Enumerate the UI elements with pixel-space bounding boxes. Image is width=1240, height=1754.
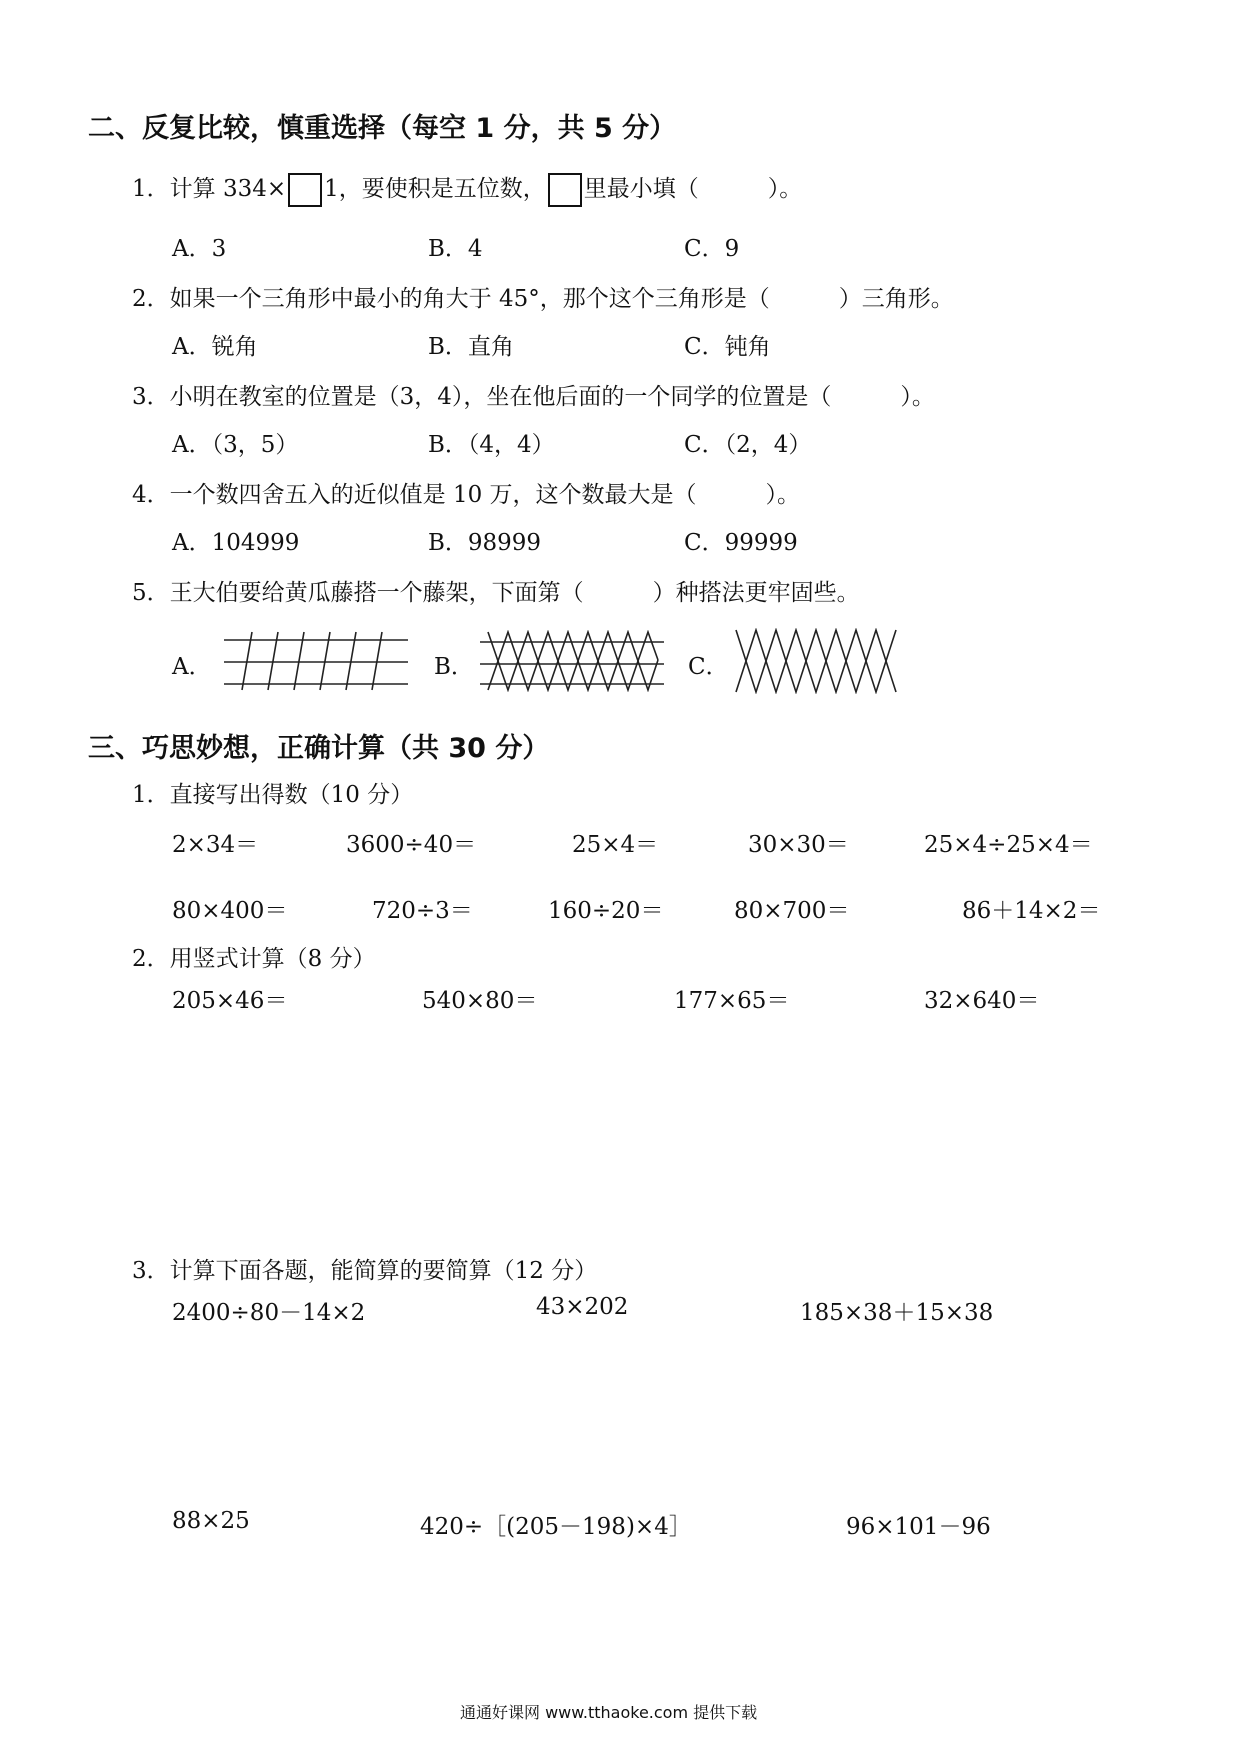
question-1-text-before: 1．计算 334×: [132, 176, 287, 202]
oral-item: 25×4＝: [572, 832, 659, 858]
blank-box: [288, 173, 322, 207]
part-2-label: 2．用竖式计算（8 分）: [132, 946, 376, 972]
section-2-title: 二、反复比较，慎重选择（每空 1 分，共 5 分）: [88, 113, 677, 144]
simplify-item: 96×101－96: [846, 1514, 991, 1540]
vertical-calc-item: 32×640＝: [924, 988, 1040, 1014]
question-4: 4．一个数四舍五入的近似值是 10 万，这个数最大是（ ）。: [132, 482, 801, 508]
part-3-label: 3．计算下面各题，能简算的要简算（12 分）: [132, 1258, 598, 1284]
trellis-figure-c: [732, 628, 902, 694]
oral-item: 3600÷40＝: [346, 832, 477, 858]
question-3: 3．小明在教室的位置是（3，4），坐在他后面的一个同学的位置是（ ）。: [132, 384, 935, 410]
trellis-figure-b: [478, 630, 668, 692]
question-1-text-after: 里最小填（ ）。: [583, 176, 803, 202]
oral-item: 30×30＝: [748, 832, 849, 858]
q5-option-a: A．: [172, 654, 212, 680]
section-3-title: 三、巧思妙想，正确计算（共 30 分）: [88, 733, 550, 764]
q1-option-c: C．9: [684, 236, 740, 262]
oral-item: 2×34＝: [172, 832, 259, 858]
oral-item: 80×700＝: [734, 898, 850, 924]
simplify-item: 43×202: [536, 1294, 629, 1320]
oral-item: 25×4÷25×4＝: [924, 832, 1093, 858]
oral-item: 80×400＝: [172, 898, 288, 924]
vertical-calc-item: 177×65＝: [674, 988, 790, 1014]
q4-option-b: B．98999: [428, 530, 542, 556]
simplify-item: 185×38＋15×38: [800, 1300, 994, 1326]
q1-option-b: B．4: [428, 236, 483, 262]
vertical-calc-item: 540×80＝: [422, 988, 538, 1014]
simplify-item: 88×25: [172, 1508, 250, 1534]
simplify-item: 420÷［(205－198)×4］: [420, 1514, 692, 1540]
q3-option-a: A．（3，5）: [172, 432, 299, 458]
footer-text: 通通好课网 www.tthaoke.com 提供下载: [460, 1703, 758, 1722]
question-1-text-middle: 1，要使积是五位数，: [324, 176, 546, 202]
question-5: 5．王大伯要给黄瓜藤搭一个藤架，下面第（ ）种搭法更牢固些。: [132, 580, 860, 606]
vertical-calc-item: 205×46＝: [172, 988, 288, 1014]
oral-item: 86＋14×2＝: [962, 898, 1101, 924]
trellis-figure-a: [222, 630, 412, 692]
q3-option-b: B．（4，4）: [428, 432, 555, 458]
q5-option-c: C．: [688, 654, 729, 680]
q2-option-a: A．锐角: [172, 334, 258, 360]
part-1-label: 1．直接写出得数（10 分）: [132, 782, 414, 808]
q2-option-c: C．钝角: [684, 334, 771, 360]
q2-option-b: B．直角: [428, 334, 514, 360]
q3-option-c: C．（2，4）: [684, 432, 812, 458]
q1-option-a: A．3: [172, 236, 227, 262]
q5-option-b: B．: [434, 654, 474, 680]
question-2: 2．如果一个三角形中最小的角大于 45°，那个这个三角形是（ ）三角形。: [132, 286, 954, 312]
q4-option-c: C．99999: [684, 530, 798, 556]
q4-option-a: A．104999: [172, 530, 300, 556]
oral-item: 720÷3＝: [372, 898, 473, 924]
oral-item: 160÷20＝: [548, 898, 664, 924]
question-1: [132, 170, 802, 207]
blank-box: [548, 173, 582, 207]
simplify-item: 2400÷80－14×2: [172, 1300, 366, 1326]
